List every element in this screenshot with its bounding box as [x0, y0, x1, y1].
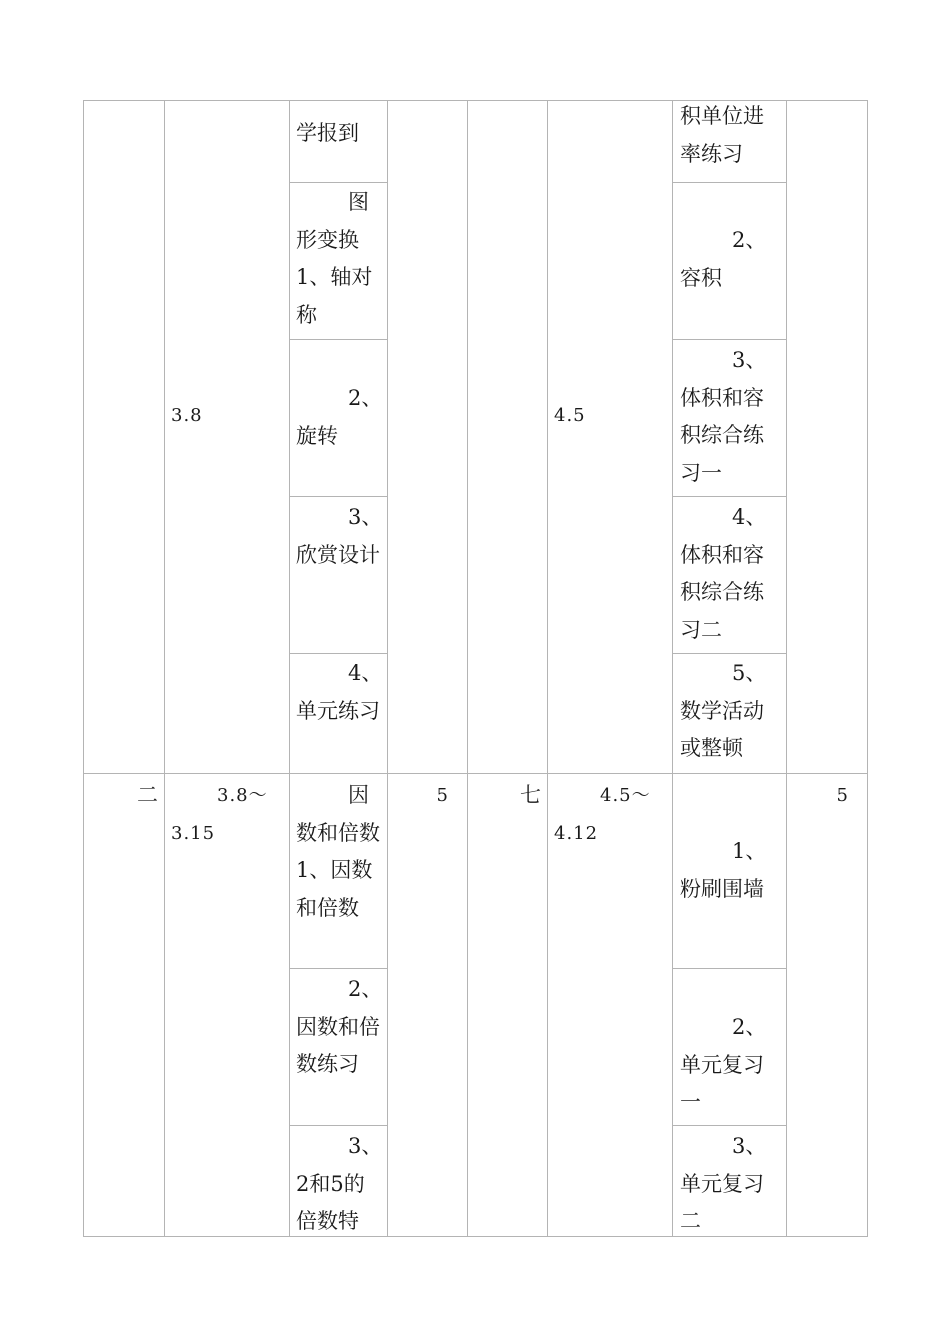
col-line: [547, 100, 548, 1237]
hours-cell: 5: [836, 785, 849, 806]
date-cell: 4.5: [554, 405, 586, 426]
lesson-cell: 学报到: [296, 121, 359, 145]
col-line: [387, 100, 388, 1237]
lesson-cell: 5、数学活动或整顿: [680, 661, 767, 760]
date-range-cell: 4.5～4.12: [554, 785, 651, 844]
lesson-cell: 2、因数和倍数练习: [296, 977, 383, 1076]
col-line: [867, 100, 868, 1237]
lesson-cell: 2、单元复习一: [680, 1015, 767, 1114]
col-line: [164, 100, 165, 1237]
lesson-cell: 4、体积和容积综合练习二: [680, 505, 767, 642]
lesson-cell: 3、欣赏设计: [296, 505, 383, 567]
row-line: [672, 182, 786, 183]
lesson-cell: 积单位进率练习: [680, 104, 764, 166]
lesson-cell: 4、单元练习: [296, 661, 383, 723]
lesson-cell: 图形变换1、轴对称: [296, 190, 373, 327]
hours-cell: 5: [436, 785, 449, 806]
lesson-cell: 2、容积: [680, 228, 767, 290]
col-line: [786, 100, 787, 1237]
col-line: [672, 100, 673, 1237]
schedule-table: [83, 100, 868, 1237]
lesson-cell: 3、体积和容积综合练习一: [680, 348, 767, 485]
lesson-cell: 1、粉刷围墙: [680, 839, 767, 901]
row-line: [289, 339, 387, 340]
row-line: [672, 968, 786, 969]
week-cell: 二: [137, 783, 158, 807]
week-cell: 七: [520, 783, 541, 807]
col-line: [467, 100, 468, 1237]
date-range-cell: 3.8～3.15: [171, 785, 268, 844]
lesson-cell: 3、单元复习二: [680, 1134, 767, 1233]
col-line: [83, 100, 84, 1237]
date-cell: 3.8: [171, 405, 203, 426]
lesson-cell: 因数和倍数1、因数和倍数: [296, 783, 380, 920]
lesson-cell: 3、2和5的倍数特: [296, 1134, 383, 1233]
lesson-cell: 2、旋转: [296, 386, 383, 448]
